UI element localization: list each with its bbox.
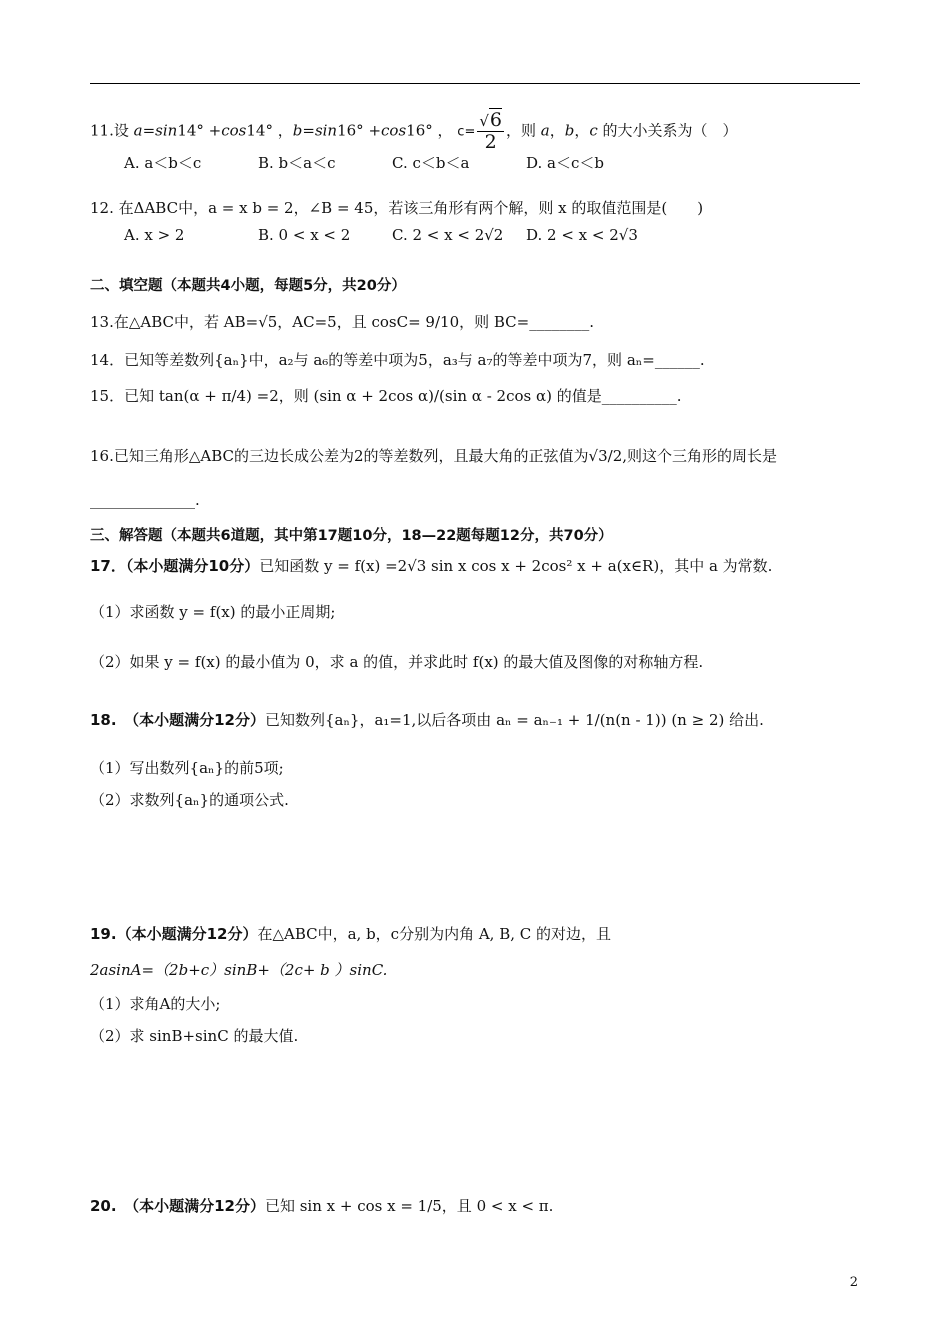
q11-option-c: C. c＜b＜a bbox=[392, 154, 470, 172]
question-15: 15．已知 tan(α + π/4) =2，则 (sin α + 2cos α)/(sin α - 2cos α) 的值是__________. bbox=[90, 387, 682, 405]
q11-option-a: A. a＜b＜c bbox=[124, 154, 202, 172]
q12-option-d: D. 2 < x < 2√3 bbox=[526, 226, 638, 244]
q17-text: 已知函数 y = f(x) =2√3 sin x cos x + 2cos² x + a(x∈R)，其中 a 为常数. bbox=[259, 557, 773, 575]
question-14: 14．已知等差数列{aₙ}中，a₂与 a₆的等差中项为5，a₃与 a₇的等差中项为7，则 aₙ=______. bbox=[90, 351, 705, 369]
q12-option-b: B. 0 < x < 2 bbox=[258, 226, 351, 244]
q19-part-1: （1）求角A的大小; bbox=[90, 995, 221, 1013]
question-20 bbox=[90, 1196, 553, 1216]
q20-heading: 20. （本小题满分12分） bbox=[90, 1197, 265, 1215]
q17-part-2: （2）如果 y = f(x) 的最小值为 0，求 a 的值，并求此时 f(x) 的最大值及图像的对称轴方程. bbox=[90, 653, 704, 671]
question-19 bbox=[90, 924, 611, 944]
q18-part-2: （2）求数列{aₙ}的通项公式. bbox=[90, 791, 289, 809]
header-rule bbox=[90, 83, 860, 84]
q17-part-1: （1）求函数 y = f(x) 的最小正周期; bbox=[90, 603, 336, 621]
q19-heading: 19.（本小题满分12分） bbox=[90, 925, 258, 943]
page-number: 2 bbox=[849, 1275, 858, 1290]
q20-text: 已知 sin x + cos x = 1/5，且 0 < x < π. bbox=[264, 1197, 554, 1215]
q12-option-a: A. x > 2 bbox=[124, 226, 185, 244]
question-17 bbox=[90, 556, 772, 576]
section-fill-in-heading: 二、填空题（本题共4小题，每题5分，共20分） bbox=[90, 278, 406, 294]
q19-equation: 2asinA=（2b+c）sinB+（2c+ b ）sinC. bbox=[90, 961, 388, 979]
q12-option-c: C. 2 < x < 2√2 bbox=[392, 226, 504, 244]
question-16: 16.已知三角形△ABC的三边长成公差为2的等差数列，且最大角的正弦值为√3/2,则这个三角形的周长是______________. bbox=[90, 447, 778, 509]
question-12: 12. 在ΔABC中，a = x b = 2，∠B = 45，若该三角形有两个解，则 x 的取值范围是( ) bbox=[90, 199, 704, 217]
question-13: 13.在△ABC中，若 AB=√5，AC=5，且 cosC= 9/10，则 BC=________. bbox=[90, 313, 594, 331]
q18-heading: 18. （本小题满分12分） bbox=[90, 711, 265, 729]
q18-text: 已知数列{aₙ}，a₁=1,以后各项由 aₙ = aₙ₋₁ + 1/(n(n - 1)) (n ≥ 2) 给出. bbox=[264, 711, 764, 729]
section-answer-heading: 三、解答题（本题共6道题，其中第17题10分，18—22题每题12分，共70分） bbox=[90, 528, 613, 544]
question-11: 11.设 a=sin14° +cos14° ，b=sin16° +cos16° ， c= $\frac{√6}{2}$ ，则 a，b，c 的大小关系为（ ） bbox=[90, 109, 738, 153]
q19-text: 在△ABC中，a, b，c分别为内角 A, B, C 的对边，且 bbox=[257, 925, 612, 943]
q11-option-b: B. b＜a＜c bbox=[258, 154, 336, 172]
q19-part-2: （2）求 sinB+sinC 的最大值. bbox=[90, 1027, 299, 1045]
q17-heading: 17．（本小题满分10分） bbox=[90, 557, 260, 575]
q18-part-1: （1）写出数列{aₙ}的前5项; bbox=[90, 759, 284, 777]
q11-option-d: D. a＜c＜b bbox=[526, 154, 604, 172]
question-18 bbox=[90, 710, 764, 730]
